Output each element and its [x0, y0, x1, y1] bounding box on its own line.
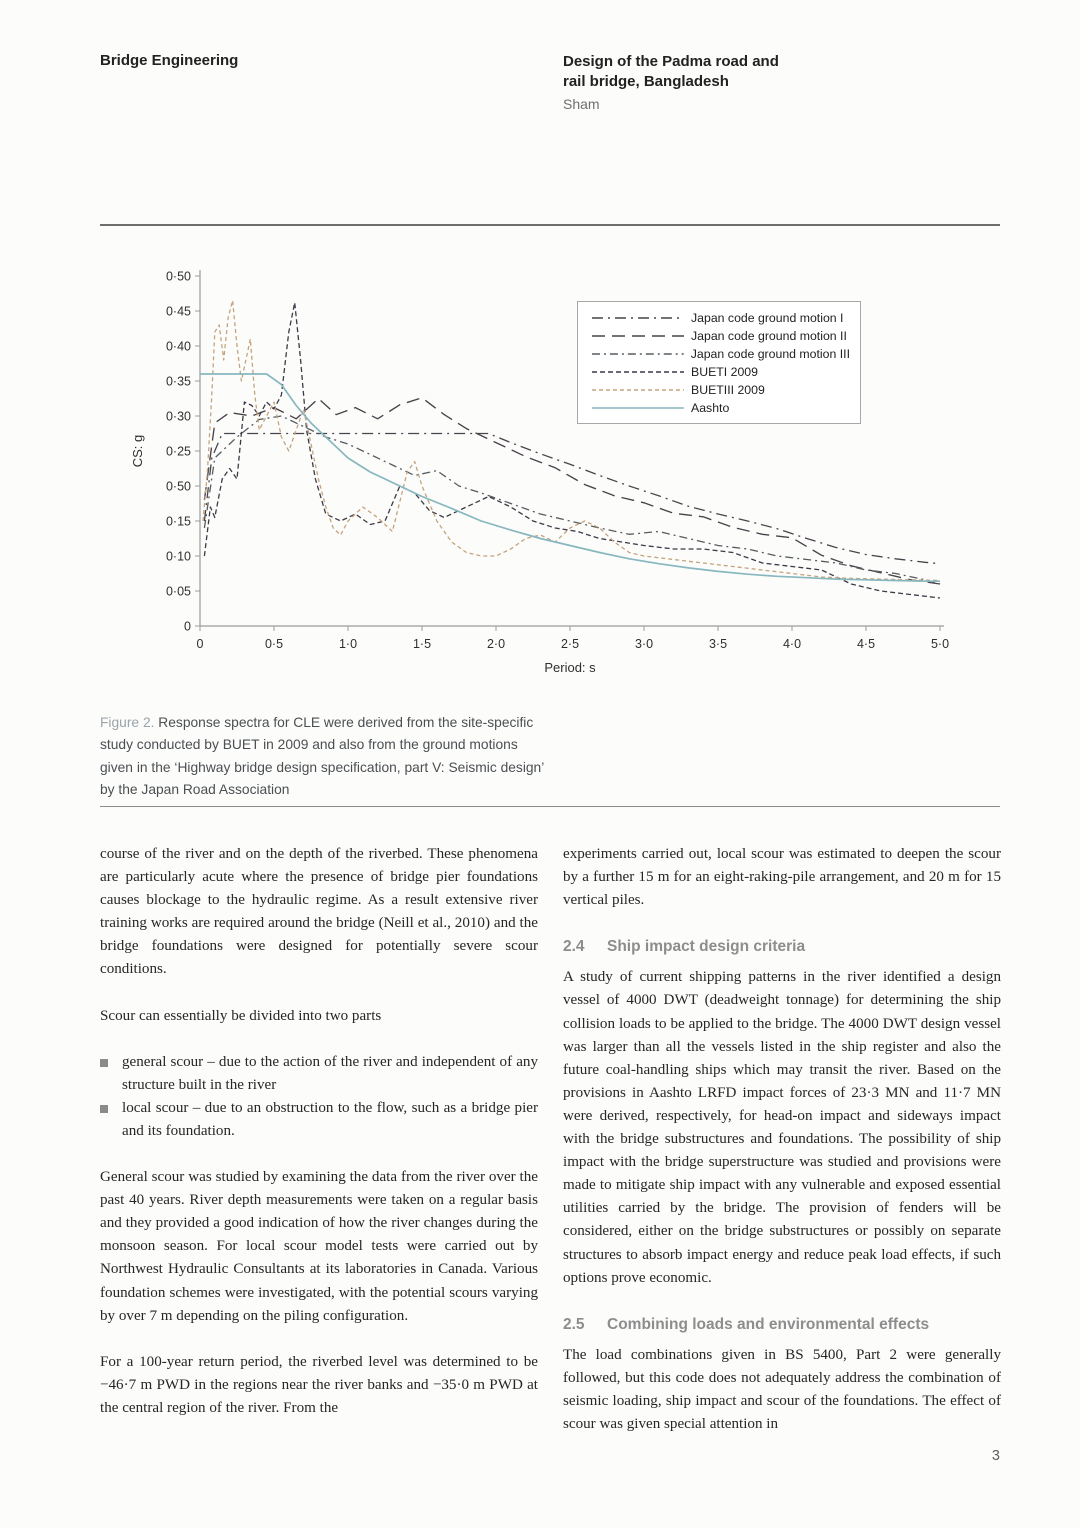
svg-text:0·10: 0·10: [165, 549, 191, 564]
square-bullet-icon: [100, 1059, 108, 1067]
legend-label: BUETI 2009: [691, 365, 758, 379]
svg-text:0·15: 0·15: [165, 514, 191, 529]
y-axis-label: CS: g: [130, 434, 145, 468]
list-item-text: local scour – due to an obstruction to the flow, such as a bridge pier and its foundation.: [122, 1099, 538, 1139]
section-title: Ship impact design criteria: [607, 938, 806, 956]
section-heading-2-5: [563, 1313, 1001, 1336]
legend-line-sample: [590, 402, 686, 414]
figure-caption: [100, 712, 552, 801]
svg-text:2·0: 2·0: [486, 637, 506, 651]
legend-item: [590, 310, 850, 326]
section-heading-2-4: [563, 935, 1001, 958]
paragraph: Scour can essentially be divided into two parts: [100, 1007, 382, 1024]
section-number: 2.4: [563, 938, 585, 956]
svg-text:1·5: 1·5: [412, 637, 432, 651]
paragraph: course of the river and on the depth of the riverbed. These phenomena are particularly acute where the presence of bridge pier foundations causes blockage to the hydraulic regime. As a result extensive river training works are required around the bridge (Neill et al., 2010) and the bridge foundations were designed for potentially severe scour conditions.: [100, 846, 538, 978]
legend-line-sample: [590, 312, 686, 324]
legend-label: Japan code ground motion III: [690, 347, 850, 361]
svg-text:0·05: 0·05: [165, 584, 191, 599]
svg-text:5·0: 5·0: [930, 637, 950, 651]
legend-label: BUETIII 2009: [691, 383, 765, 397]
chart-legend: [577, 301, 861, 424]
figure-caption-text: Response spectra for CLE were derived from the site-specific study conducted by BUET in 2009 and also from the ground motions given in the ‘Highway bridge design specification, part V: Seismic design’ by the Japan Road Association: [100, 715, 544, 798]
legend-item: [590, 328, 850, 344]
square-bullet-icon: [100, 1105, 108, 1113]
legend-label: Japan code ground motion I: [691, 311, 844, 325]
list-item: [100, 1097, 538, 1143]
section-number: 2.5: [563, 1315, 585, 1333]
bullet-list: [100, 1051, 538, 1143]
paragraph: General scour was studied by examining the data from the river over the past 40 years. River depth measurements were taken on a regular basis and they provided a good indication of how the river changes during the monsoon season. For local scour model tests were carried out by Northwest Hydraulic Consultants at its laboratories in Canada. Various foundation schemes were investigated, with the potential scours varying by over 7 m depending on the piling configuration.: [100, 1169, 538, 1324]
svg-text:0·25: 0·25: [165, 444, 191, 459]
legend-item: [590, 400, 850, 416]
page-number: 3: [991, 1448, 1000, 1464]
top-rule: [100, 224, 1000, 226]
journal-title: Bridge Engineering: [100, 52, 239, 69]
svg-text:0·30: 0·30: [165, 409, 191, 424]
svg-text:0·50: 0·50: [165, 269, 191, 284]
legend-label: Japan code ground motion II: [691, 329, 847, 343]
svg-text:0·45: 0·45: [165, 304, 191, 319]
svg-text:3·5: 3·5: [708, 637, 728, 651]
svg-text:0: 0: [196, 637, 204, 651]
body-column-left: [100, 843, 538, 1420]
svg-text:1·0: 1·0: [338, 637, 358, 651]
legend-line-sample: [590, 366, 686, 378]
svg-text:0·5: 0·5: [264, 637, 284, 651]
list-item: [100, 1051, 538, 1097]
svg-text:0: 0: [184, 619, 191, 634]
svg-text:3·0: 3·0: [634, 637, 654, 651]
legend-item: [590, 382, 850, 398]
article-header: [563, 52, 893, 113]
x-axis-label: Period: s: [544, 660, 596, 675]
legend-line-sample: [590, 384, 686, 396]
paragraph: The load combinations given in BS 5400, Part 2 were generally followed, but this code does not adequately address the combination of seismic loading, ship impact and scour of the foundations. The effect of scour was given special attention in: [563, 1346, 1001, 1433]
svg-text:4·0: 4·0: [782, 637, 802, 651]
legend-item: [590, 364, 850, 380]
paragraph: experiments carried out, local scour was estimated to deepen the scour by a further 15 m for an eight-raking-pile arrangement, and 20 m for 15 vertical piles.: [563, 846, 1001, 909]
paragraph: For a 100-year return period, the riverbed level was determined to be −46·7 m PWD in the regions near the river banks and −35·0 m PWD at the central region of the river. From the: [100, 1353, 538, 1416]
svg-text:0·40: 0·40: [165, 339, 191, 354]
paragraph: A study of current shipping patterns in the river identified a design vessel of 4000 DWT (deadweight tonnage) for determining the ship collision loads to be applied to the bridge. The 4000 DWT design vessel was larger than all the vessels listed in the ship register and also the future coal-handling ships which may transit the river. Based on the provisions in Aashto LRFD impact forces of 23·3 MN and 11·7 MN were derived, respectively, for head-on impact and sideways impact with the bridge substructures and foundations. The possibility of ship impact with the bridge superstructure was studied and provisions were made to mitigate ship impact with any vulnerable and exposed essential utilities carried by the bridge. The provision of fenders will be considered, either on the bridge substructures or possibly on separate structures to absorb impact energy and reduce peak load effects, if such options prove economic.: [563, 969, 1001, 1286]
legend-label: Aashto: [691, 401, 730, 415]
list-item-text: general scour – due to the action of the river and independent of any structure built in the river: [122, 1053, 538, 1093]
article-title-line1: Design of the Padma road and: [563, 53, 779, 70]
figure-label: Figure 2.: [100, 715, 155, 730]
legend-item: [590, 346, 850, 362]
legend-line-sample: [590, 348, 686, 360]
article-title-line2: rail bridge, Bangladesh: [563, 73, 729, 91]
caption-rule: [100, 806, 1000, 807]
body-column-right: [563, 843, 1001, 1436]
article-author: Sham: [563, 95, 600, 112]
legend-line-sample: [590, 330, 686, 342]
svg-text:2·5: 2·5: [560, 637, 580, 651]
figure-2-chart: [90, 258, 990, 694]
section-title: Combining loads and environmental effects: [607, 1315, 930, 1333]
svg-text:0·35: 0·35: [165, 374, 191, 389]
svg-text:4·5: 4·5: [856, 637, 876, 651]
svg-text:0·50: 0·50: [165, 479, 191, 494]
